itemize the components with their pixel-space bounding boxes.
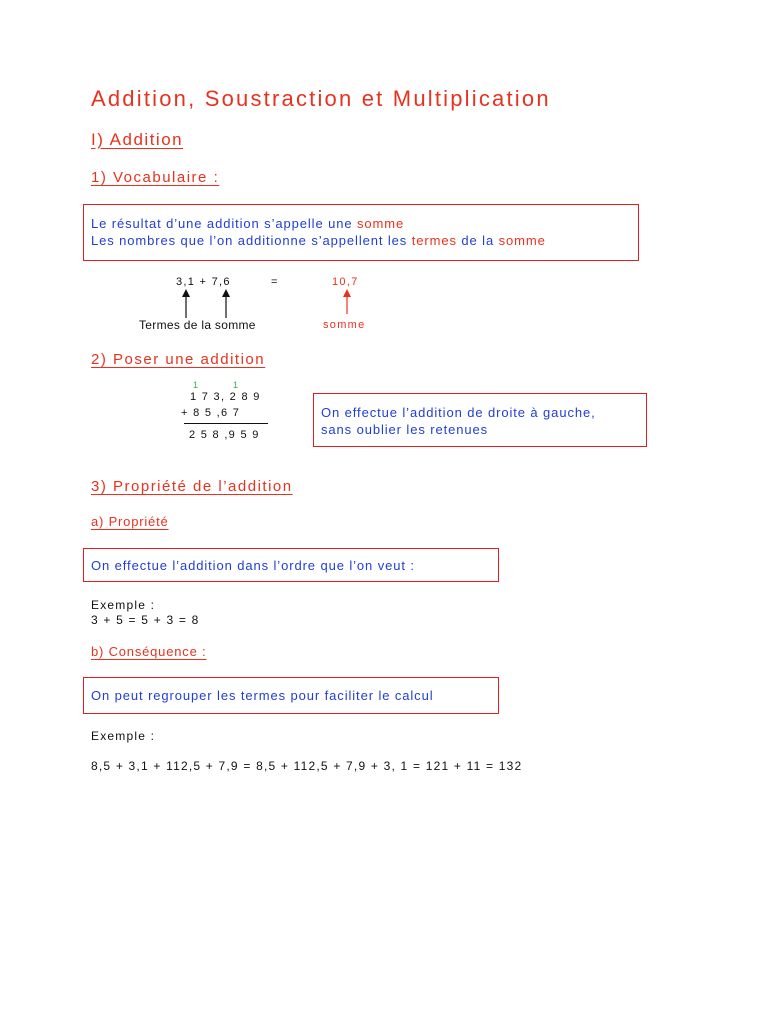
poser-box	[313, 393, 647, 447]
vocabulary-box	[83, 204, 639, 261]
vocab-example-expression: 3,1 + 7,6	[176, 276, 231, 288]
label-sum: somme	[323, 319, 366, 331]
vocabulary-text: Les nombres que l’on additionne s’appellent les	[91, 233, 412, 248]
addition-row-2: + 8 5 ,6 7	[181, 407, 241, 419]
example-equation: 3 + 5 = 5 + 3 = 8	[91, 613, 200, 627]
property-a-heading: a) Propriété	[91, 514, 169, 529]
vocab-example-result: 10,7	[332, 276, 359, 288]
property-heading: 3) Propriété de l’addition	[91, 478, 293, 495]
addition-result: 2 5 8 ,9 5 9	[189, 429, 260, 441]
vocab-example-equals: =	[271, 276, 279, 288]
example-equation: 8,5 + 3,1 + 112,5 + 7,9 = 8,5 + 112,5 + 7,9 + 3, 1 = 121 + 11 = 132	[91, 759, 523, 773]
poser-box-line-1: On effectue l’addition de droite à gauche,	[321, 405, 596, 420]
addition-row-1: 1 7 3, 2 8 9	[190, 391, 261, 403]
carry-digit: 1	[193, 380, 199, 390]
carry-digit: 1	[233, 380, 239, 390]
section-heading: I) Addition	[91, 130, 184, 149]
vocabulary-term-termes: termes	[411, 233, 457, 248]
example-label: Exemple :	[91, 729, 156, 743]
vocabulary-line-1	[91, 215, 404, 232]
arrow-up-icon	[343, 289, 351, 314]
label-terms: Termes de la somme	[139, 318, 256, 332]
arrow-up-icon	[222, 289, 230, 318]
vocabulary-heading: 1) Vocabulaire :	[91, 169, 220, 186]
poser-heading: 2) Poser une addition	[91, 351, 266, 368]
vocabulary-line-2	[91, 232, 546, 249]
addition-line	[184, 423, 268, 424]
vocabulary-term-somme: somme	[498, 233, 546, 248]
property-a-box	[83, 548, 499, 582]
vocabulary-text: de la	[456, 233, 499, 248]
example-label: Exemple :	[91, 598, 156, 612]
arrows-diagram	[170, 288, 370, 320]
arrow-up-icon	[182, 289, 190, 318]
vocabulary-term-somme: somme	[357, 216, 405, 231]
property-b-text: On peut regrouper les termes pour faciliter le calcul	[91, 688, 434, 703]
property-a-text: On effectue l’addition dans l’ordre que l’on veut :	[91, 558, 415, 573]
property-b-box	[83, 677, 499, 714]
vocabulary-text: Le résultat d’une addition s’appelle une	[91, 216, 358, 231]
property-b-heading: b) Conséquence :	[91, 644, 207, 659]
poser-box-line-2: sans oublier les retenues	[321, 422, 489, 437]
page-title: Addition, Soustraction et Multiplication	[91, 86, 551, 111]
